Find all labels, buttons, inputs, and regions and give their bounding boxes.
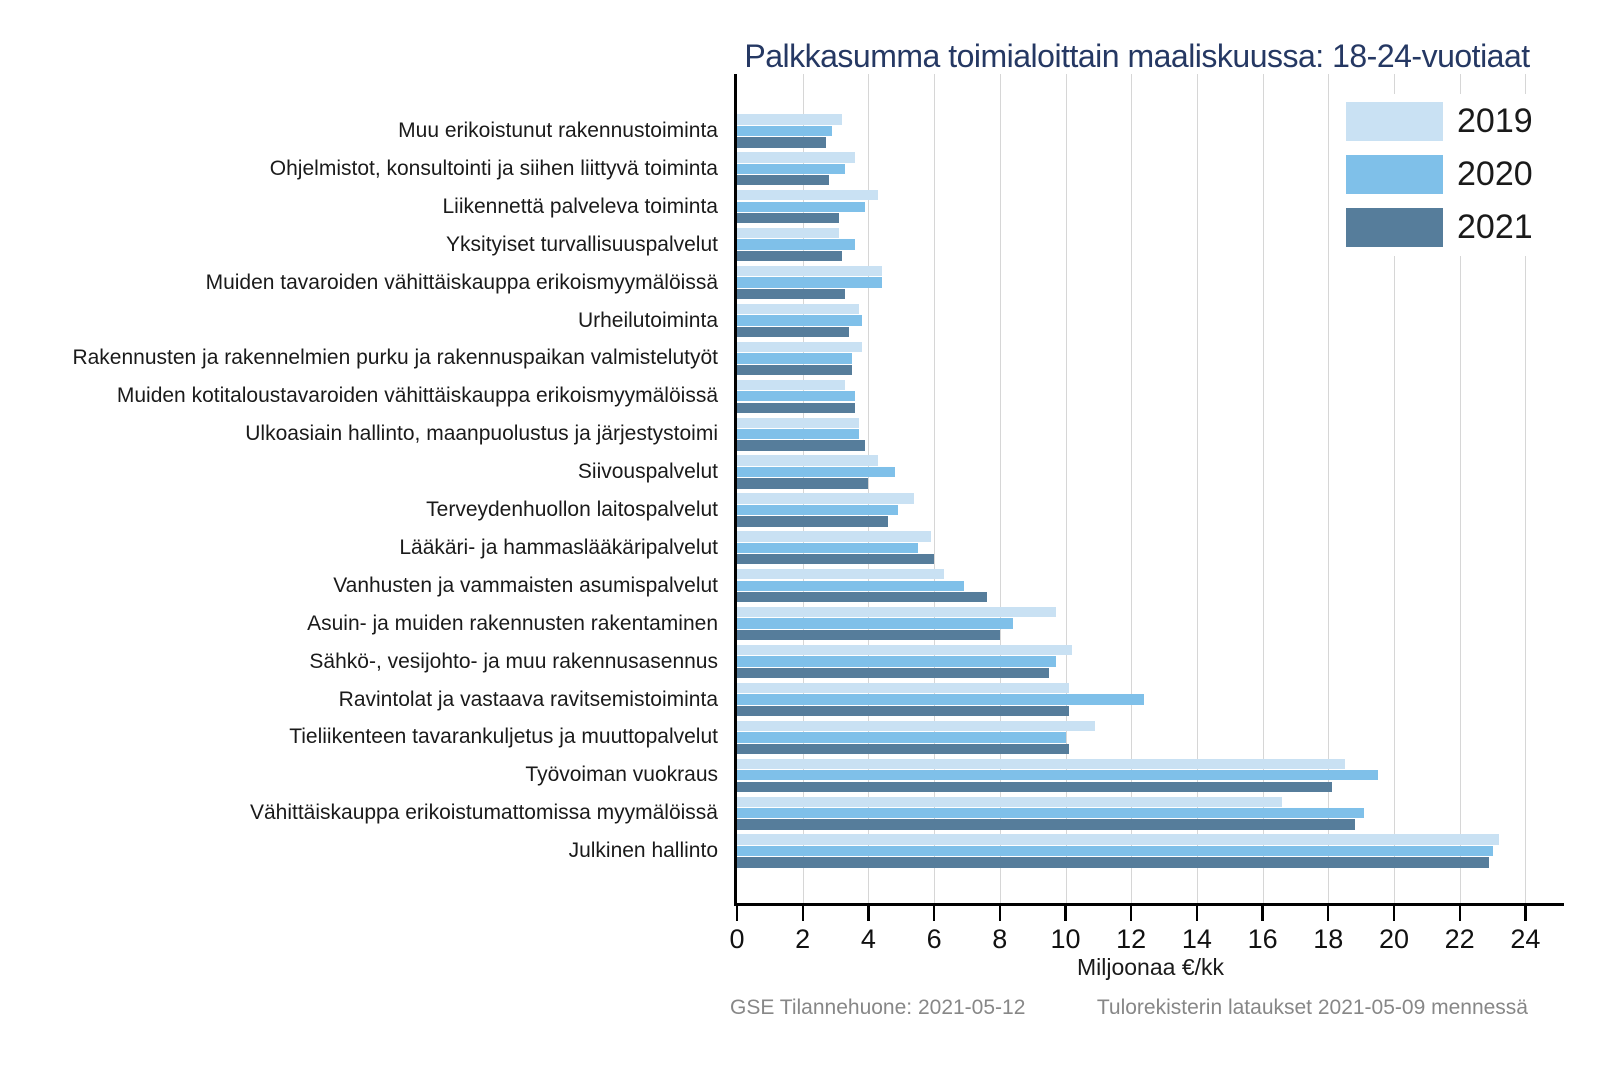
bar-2019 [737, 531, 931, 541]
bar-2021 [737, 175, 829, 185]
bar-2019 [737, 683, 1069, 693]
x-tick-label: 10 [1050, 924, 1081, 954]
legend-swatch-2020 [1346, 155, 1443, 194]
category-label: Rakennusten ja rakennelmien purku ja rakennuspaikan valmistelutyöt [72, 346, 718, 370]
bar-2019 [737, 152, 855, 162]
x-tick-18 [1327, 906, 1329, 921]
category-label: Muiden tavaroiden vähittäiskauppa erikoismyymälöissä [205, 270, 718, 294]
footer-source-right: Tulorekisterin lataukset 2021-05-09 mennessä [1096, 996, 1528, 1019]
category-label: Urheilutoiminta [577, 308, 718, 332]
category-label: Vähittäiskauppa erikoistumattomissa myymälöissä [249, 801, 718, 825]
category-label: Vanhusten ja vammaisten asumispalvelut [333, 573, 718, 597]
bar-2019 [737, 607, 1056, 617]
bar-2021 [737, 137, 826, 147]
bar-2021 [737, 782, 1332, 792]
category-label: Liikennettä palveleva toiminta [442, 194, 718, 218]
x-tick-label: 12 [1116, 924, 1147, 954]
legend [1338, 94, 1552, 256]
bar-2020 [737, 846, 1493, 856]
bar-2020 [737, 277, 882, 287]
bar-2020 [737, 239, 855, 249]
bar-2020 [737, 202, 865, 212]
bar-2019 [737, 759, 1345, 769]
bar-2020 [737, 694, 1144, 704]
x-axis-title: Miljoonaa €/kk [1076, 954, 1225, 980]
bar-2020 [737, 618, 1013, 628]
bar-2019 [737, 266, 882, 276]
x-tick-label: 8 [992, 924, 1008, 954]
bar-2021 [737, 744, 1069, 754]
x-tick-12 [1130, 906, 1132, 921]
bar-2020 [737, 770, 1378, 780]
legend-swatch-2021 [1346, 208, 1443, 247]
bar-2020 [737, 732, 1066, 742]
bar-2020 [737, 164, 845, 174]
category-label: Ulkoasiain hallinto, maanpuolustus ja järjestystoimi [245, 422, 718, 446]
category-label: Lääkäri- ja hammaslääkäripalvelut [399, 535, 718, 559]
bar-2021 [737, 403, 855, 413]
legend-item-2020[interactable] [1346, 155, 1533, 194]
bar-2019 [737, 797, 1282, 807]
category-label: Ravintolat ja vastaava ravitsemistoiminta [338, 687, 718, 711]
bar-2020 [737, 808, 1364, 818]
category-label: Siivouspalvelut [577, 460, 718, 484]
x-tick-4 [867, 906, 869, 921]
bar-2020 [737, 315, 862, 325]
x-tick-label: 14 [1181, 924, 1212, 954]
bar-2019 [737, 645, 1072, 655]
bar-2019 [737, 418, 859, 428]
bar-2019 [737, 228, 839, 238]
x-tick-2 [802, 906, 804, 921]
category-label: Sähkö-, vesijohto- ja muu rakennusasennus [309, 649, 718, 673]
bar-2021 [737, 251, 842, 261]
x-tick-8 [999, 906, 1001, 921]
bar-2019 [737, 380, 845, 390]
bar-2021 [737, 554, 934, 564]
bar-2021 [737, 440, 865, 450]
bar-2021 [737, 668, 1049, 678]
x-tick-label: 4 [860, 924, 876, 954]
bar-2020 [737, 505, 898, 515]
bar-2021 [737, 592, 987, 602]
x-tick-14 [1196, 906, 1198, 921]
bar-2020 [737, 543, 918, 553]
x-tick-16 [1261, 906, 1263, 921]
legend-item-2021[interactable] [1346, 208, 1533, 247]
bar-2020 [737, 581, 964, 591]
bar-2020 [737, 391, 855, 401]
bar-2019 [737, 304, 859, 314]
bar-2020 [737, 429, 859, 439]
bar-2019 [737, 342, 862, 352]
bar-2019 [737, 569, 944, 579]
bar-2021 [737, 365, 852, 375]
bar-2021 [737, 327, 849, 337]
x-tick-10 [1064, 906, 1066, 921]
bar-2021 [737, 213, 839, 223]
bar-2020 [737, 467, 895, 477]
bar-2021 [737, 289, 845, 299]
footer [730, 996, 1528, 1020]
bar-2021 [737, 630, 1000, 640]
bar-2020 [737, 656, 1056, 666]
bar-2019 [737, 114, 842, 124]
bar-2019 [737, 721, 1095, 731]
bar-2019 [737, 190, 878, 200]
x-tick-label: 24 [1510, 924, 1541, 954]
x-tick-label: 2 [795, 924, 811, 954]
category-label: Muu erikoistunut rakennustoiminta [398, 119, 718, 142]
x-tick-0 [736, 906, 738, 921]
x-tick-label: 18 [1313, 924, 1344, 954]
bar-2019 [737, 834, 1499, 844]
category-label: Julkinen hallinto [568, 839, 718, 863]
category-label: Yksityiset turvallisuuspalvelut [446, 232, 718, 256]
category-label: Asuin- ja muiden rakennusten rakentaminen [307, 611, 718, 635]
legend-label: 2019 [1457, 102, 1533, 140]
x-tick-label: 20 [1378, 924, 1410, 954]
x-tick-22 [1459, 906, 1461, 921]
bar-2021 [737, 819, 1355, 829]
y-axis-line [734, 74, 737, 906]
bar-2020 [737, 353, 852, 363]
x-tick-20 [1393, 906, 1395, 921]
bar-2020 [737, 126, 832, 136]
bar-2019 [737, 455, 878, 465]
x-tick-label: 0 [729, 924, 745, 954]
x-axis-line [734, 903, 1564, 906]
category-label: Ohjelmistot, konsultointi ja siihen liittyvä toiminta [269, 156, 718, 180]
bar-2021 [737, 857, 1489, 867]
legend-item-2019[interactable] [1346, 102, 1533, 141]
bar-2021 [737, 706, 1069, 716]
legend-label: 2020 [1457, 155, 1533, 193]
chart-title: Palkkasumma toimialoittain maaliskuussa: 18-24-vuotiaat [744, 38, 1530, 74]
category-label: Työvoiman vuokraus [525, 763, 718, 787]
x-tick-6 [933, 906, 935, 921]
bar-2019 [737, 493, 914, 503]
footer-source-left: GSE Tilannehuone: 2021-05-12 [730, 996, 1026, 1019]
x-tick-24 [1524, 906, 1526, 921]
category-label: Muiden kotitaloustavaroiden vähittäiskauppa erikoismyymälöissä [116, 384, 718, 408]
x-tick-label: 22 [1444, 924, 1475, 954]
bar-2021 [737, 478, 868, 488]
category-label: Tieliikenteen tavarankuljetus ja muuttopalvelut [289, 725, 718, 749]
x-tick-label: 16 [1247, 924, 1278, 954]
legend-label: 2021 [1457, 208, 1533, 246]
category-label: Terveydenhuollon laitospalvelut [426, 498, 718, 521]
bar-2021 [737, 516, 888, 526]
legend-swatch-2019 [1346, 102, 1443, 141]
x-tick-label: 6 [926, 924, 942, 954]
